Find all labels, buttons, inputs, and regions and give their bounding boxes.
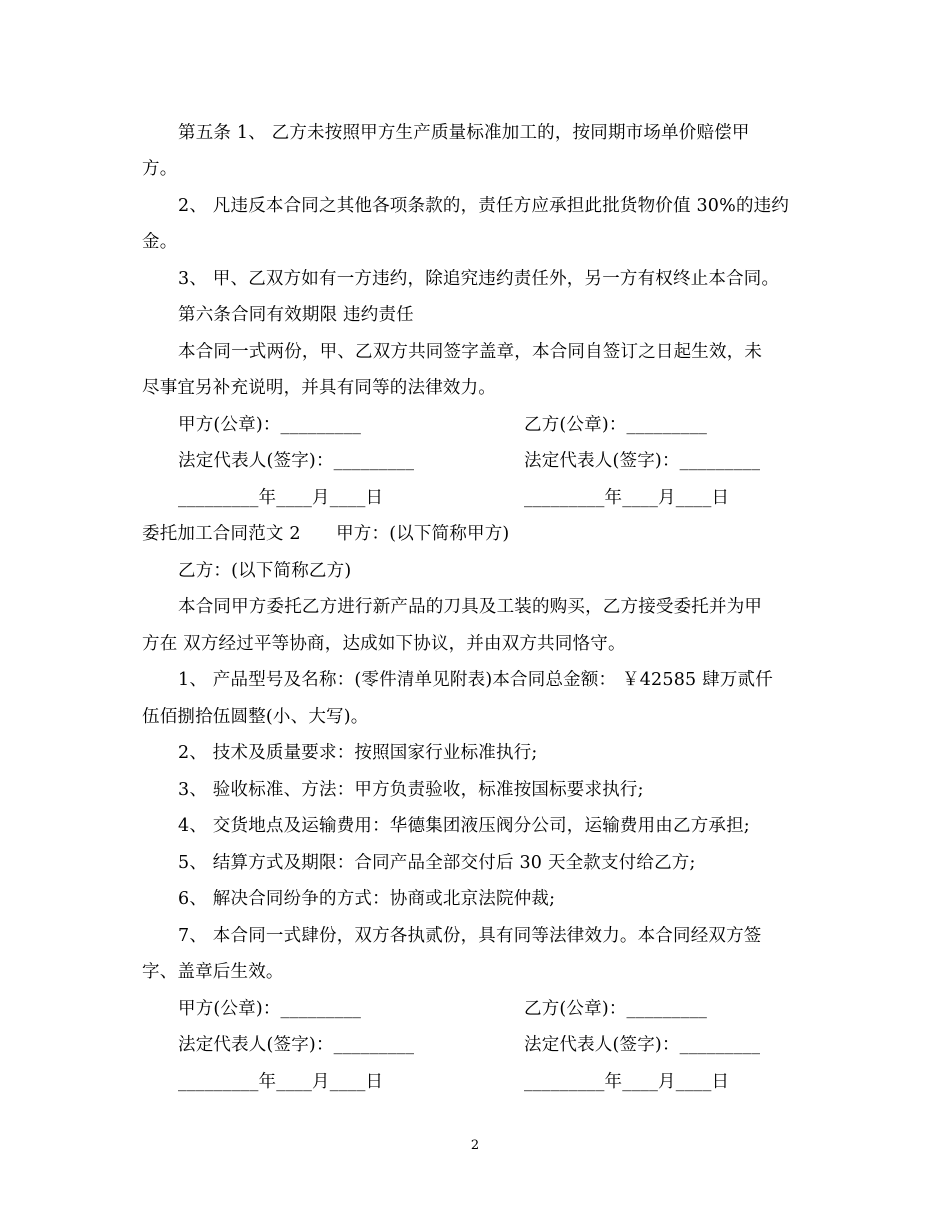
contract2-party-b: 乙方：(以下简称乙方) bbox=[178, 561, 352, 581]
sig1-party-a-seal: 甲方(公章)：_________ bbox=[178, 415, 362, 435]
contract2-item4: 4、 交货地点及运输费用：华德集团液压阀分公司，运输费用由乙方承担; bbox=[178, 816, 750, 836]
article5-clause2-line2: 金。 bbox=[142, 232, 178, 252]
sig1-party-b-rep: 法定代表人(签字)：_________ bbox=[524, 451, 761, 471]
contract2-intro-line1: 本合同甲方委托乙方进行新产品的刀具及工装的购买，乙方接受委托并为甲 bbox=[178, 597, 763, 617]
sig2-party-a-rep: 法定代表人(签字)：_________ bbox=[178, 1035, 415, 1055]
contract2-item3: 3、 验收标准、方法：甲方负责验收，标准按国标要求执行; bbox=[178, 780, 644, 800]
sig1-party-a-rep: 法定代表人(签字)：_________ bbox=[178, 451, 415, 471]
sig2-party-b-seal: 乙方(公章)：_________ bbox=[524, 999, 708, 1019]
article6-body-line1: 本合同一式两份，甲、乙双方共同签字盖章，本合同自签订之日起生效，未 bbox=[178, 342, 763, 362]
contract2-item2: 2、 技术及质量要求：按照国家行业标准执行; bbox=[178, 743, 538, 763]
contract2-item1-line1: 1、 产品型号及名称：(零件清单见附表)本合同总金额： ￥42585 肆万贰仟 bbox=[178, 670, 773, 690]
article5-clause1-line2: 方。 bbox=[142, 159, 178, 179]
contract2-item5: 5、 结算方式及期限：合同产品全部交付后 30 天全款支付给乙方; bbox=[178, 853, 696, 873]
sig2-party-a-date: _________年____月____日 bbox=[178, 1072, 384, 1092]
contract2-item7-line1: 7、 本合同一式肆份，双方各执贰份，具有同等法律效力。本合同经双方签 bbox=[178, 926, 762, 946]
contract2-item1-line2: 伍佰捌拾伍圆整(小、大写)。 bbox=[142, 707, 369, 727]
contract2-title: 委托加工合同范文 2 甲方：(以下简称甲方) bbox=[142, 524, 510, 544]
sig1-party-a-date: _________年____月____日 bbox=[178, 488, 384, 508]
page-number: 2 bbox=[470, 1138, 480, 1153]
contract2-intro-line2: 方在 双方经过平等协商，达成如下协议，并由双方共同恪守。 bbox=[142, 634, 626, 654]
sig1-party-b-date: _________年____月____日 bbox=[524, 488, 730, 508]
sig2-party-a-seal: 甲方(公章)：_________ bbox=[178, 999, 362, 1019]
article5-clause3: 3、 甲、乙双方如有一方违约，除追究违约责任外，另一方有权终止本合同。 bbox=[178, 269, 780, 289]
sig2-party-b-date: _________年____月____日 bbox=[524, 1072, 730, 1092]
contract2-item6: 6、 解决合同纷争的方式：协商或北京法院仲裁; bbox=[178, 889, 556, 909]
contract2-item7-line2: 字、盖章后生效。 bbox=[142, 962, 284, 982]
sig2-party-b-rep: 法定代表人(签字)：_________ bbox=[524, 1035, 761, 1055]
sig1-party-b-seal: 乙方(公章)：_________ bbox=[524, 415, 708, 435]
article6-heading: 第六条合同有效期限 违约责任 bbox=[178, 305, 414, 325]
article6-body-line2: 尽事宜另补充说明，并具有同等的法律效力。 bbox=[142, 378, 496, 398]
article5-clause2-line1: 2、 凡违反本合同之其他各项条款的，责任方应承担此批货物价值 30%的违约 bbox=[178, 196, 790, 216]
article5-clause1-line1: 第五条 1、 乙方未按照甲方生产质量标准加工的，按同期市场单价赔偿甲 bbox=[178, 123, 750, 143]
